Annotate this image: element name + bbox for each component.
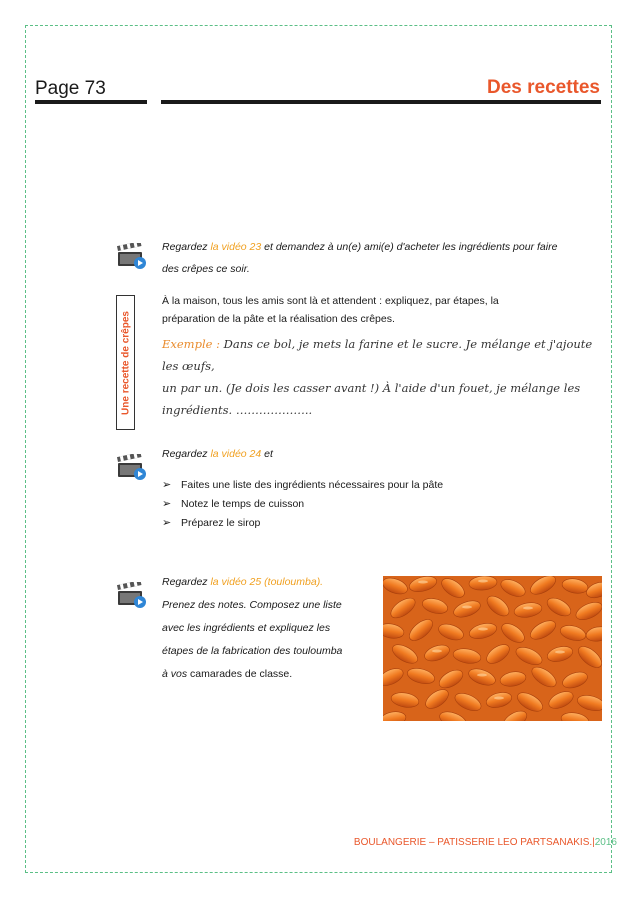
instruction-line: étapes de la fabrication des touloumba xyxy=(162,645,343,657)
example-label: Exemple : xyxy=(162,337,220,351)
video-clapper-icon[interactable] xyxy=(117,243,147,269)
example-text xyxy=(162,333,602,421)
video-clapper-icon[interactable] xyxy=(117,454,147,480)
paragraph-line: préparation de la pâte et la réalisation des crêpes. xyxy=(162,313,395,325)
page-number: Page 73 xyxy=(35,78,106,99)
footer xyxy=(354,837,617,848)
header-rule-right xyxy=(161,100,601,104)
list-item: ➢ Préparez le sirop xyxy=(162,514,443,533)
video-link[interactable]: la vidéo 23 xyxy=(210,241,262,253)
example-line: Dans ce bol, je mets la farine et le sucre. Je mélange et j'ajoute les œufs, xyxy=(162,337,593,373)
page-title: Des recettes xyxy=(486,77,600,98)
video-link[interactable]: la vidéo 24 xyxy=(210,448,262,460)
list-item: ➢ Faites une liste des ingrédients nécessaires pour la pâte xyxy=(162,476,443,495)
instruction-text: et demandez à un(e) ami(e) d'acheter les ingrédients pour faire xyxy=(261,241,558,253)
instruction-text: Regardez xyxy=(162,576,211,588)
touloumba-photo xyxy=(383,576,602,721)
example-line: un par un. (Je dois les casser avant !) À l'aide d'un fouet, je mélange les xyxy=(162,381,581,395)
instruction-line xyxy=(162,444,273,465)
footer-text: BOULANGERIE – PATISSERIE LEO PARTSANAKIS.| xyxy=(353,837,595,848)
side-tab xyxy=(116,295,135,430)
paragraph-line: À la maison, tous les amis sont là et attendent : expliquez, par étapes, la xyxy=(162,295,499,307)
instruction-line: avec les ingrédients et expliquez les xyxy=(162,622,331,634)
list-item: ➢ Notez le temps de cuisson xyxy=(162,495,443,514)
video-clapper-icon[interactable] xyxy=(117,582,147,608)
task-list xyxy=(162,476,443,533)
header-rule-left xyxy=(35,100,147,104)
touloumba-pastries-image xyxy=(383,576,602,721)
instruction-text: camarades de classe. xyxy=(187,668,293,680)
instruction-line xyxy=(162,237,557,258)
paragraph xyxy=(162,292,499,328)
instruction-text: à vos xyxy=(162,668,188,680)
video-link[interactable]: la vidéo 25 (touloumba). xyxy=(210,576,324,588)
instruction-line: Prenez des notes. Composez une liste xyxy=(162,599,342,611)
footer-year: 2016 xyxy=(594,837,617,848)
side-tab-label: Une recette de crêpes xyxy=(120,310,131,415)
instruction-block xyxy=(162,571,342,686)
example-line: ingrédients. ……………….. xyxy=(162,403,313,417)
instruction-text: Regardez xyxy=(162,241,211,253)
page-border xyxy=(25,25,612,873)
instruction-line: des crêpes ce soir. xyxy=(162,263,250,275)
instruction-text: et xyxy=(261,448,273,460)
instruction-text: Regardez xyxy=(162,448,211,460)
